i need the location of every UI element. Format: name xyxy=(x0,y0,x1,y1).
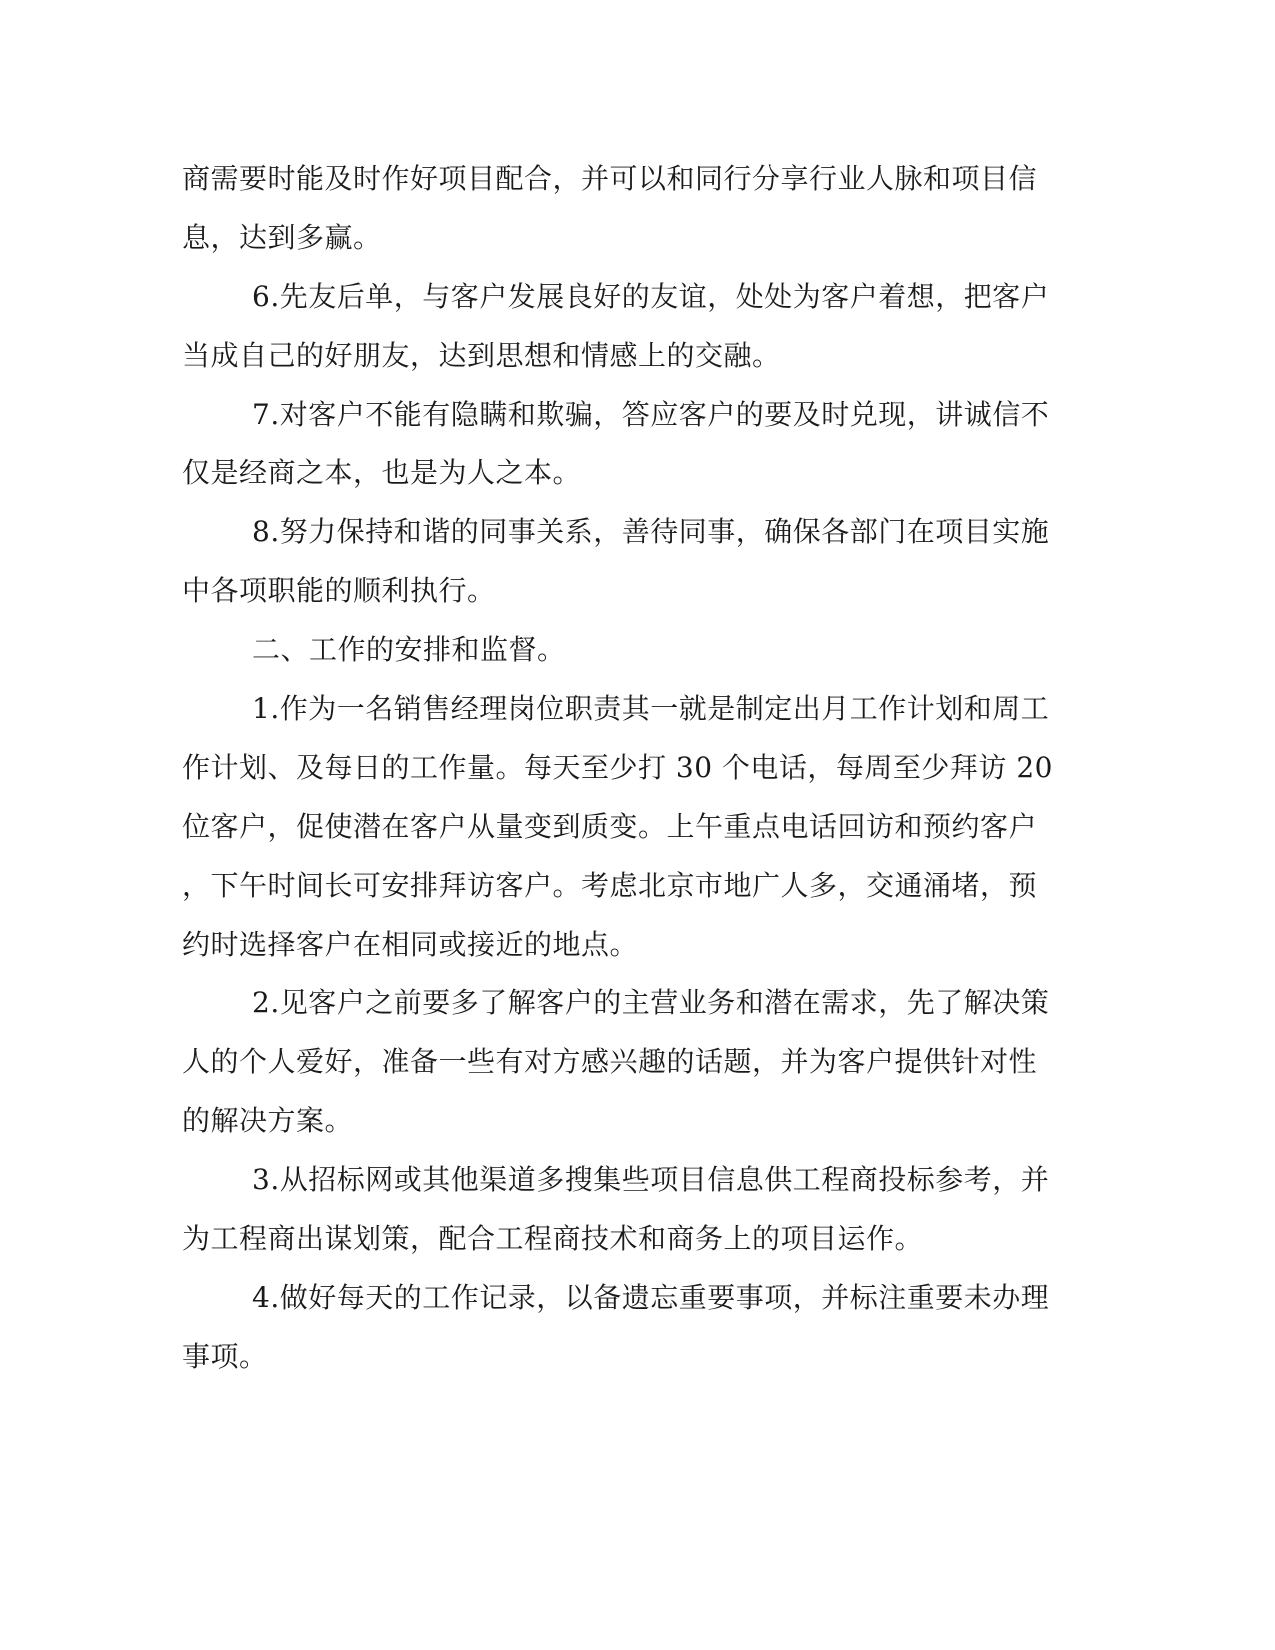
text-line: 仅是经商之本，也是为人之本。 xyxy=(182,456,582,490)
document-body xyxy=(182,150,1053,1387)
text-line: 7.对客户不能有隐瞒和欺骗，答应客户的要及时兑现，讲诚信不 xyxy=(252,397,1050,431)
text-line: 位客户，促使潜在客户从量变到质变。上午重点电话回访和预约客户 xyxy=(182,809,1038,843)
text-line: 作计划、及每日的工作量。每天至少打 30 个电话，每周至少拜访 20 xyxy=(182,750,1053,784)
text-line: 1.作为一名销售经理岗位职责其一就是制定出月工作计划和周工 xyxy=(252,692,1050,726)
text-line: 2.见客户之前要多了解客户的主营业务和潜在需求，先了解决策 xyxy=(252,986,1050,1020)
text-line: 的解决方案。 xyxy=(182,1104,354,1138)
text-line: 3.从招标网或其他渠道多搜集些项目信息供工程商投标参考，并 xyxy=(252,1163,1050,1197)
text-line: 4.做好每天的工作记录，以备遗忘重要事项，并标注重要未办理 xyxy=(252,1280,1050,1314)
text-line: 为工程商出谋划策，配合工程商技术和商务上的项目运作。 xyxy=(182,1222,924,1256)
text-line: 当成自己的好朋友，达到思想和情感上的交融。 xyxy=(182,338,781,372)
text-line: 人的个人爱好，准备一些有对方感兴趣的话题，并为客户提供针对性 xyxy=(182,1045,1038,1079)
text-line: 6.先友后单，与客户发展良好的友谊，处处为客户着想，把客户 xyxy=(252,279,1050,313)
text-line: 8.努力保持和谐的同事关系，善待同事，确保各部门在项目实施 xyxy=(252,515,1050,549)
text-line: 约时选择客户在相同或接近的地点。 xyxy=(182,927,639,961)
text-line: 事项。 xyxy=(182,1339,268,1373)
text-line: 二、工作的安排和监督。 xyxy=(252,633,566,667)
text-line: 息，达到多赢。 xyxy=(182,220,382,254)
text-line: 中各项职能的顺利执行。 xyxy=(182,574,496,608)
text-line: ，下午时间长可安排拜访客户。考虑北京市地广人多，交通涌堵，预 xyxy=(182,868,1038,902)
text-line: 商需要时能及时作好项目配合，并可以和同行分享行业人脉和项目信 xyxy=(182,162,1038,195)
